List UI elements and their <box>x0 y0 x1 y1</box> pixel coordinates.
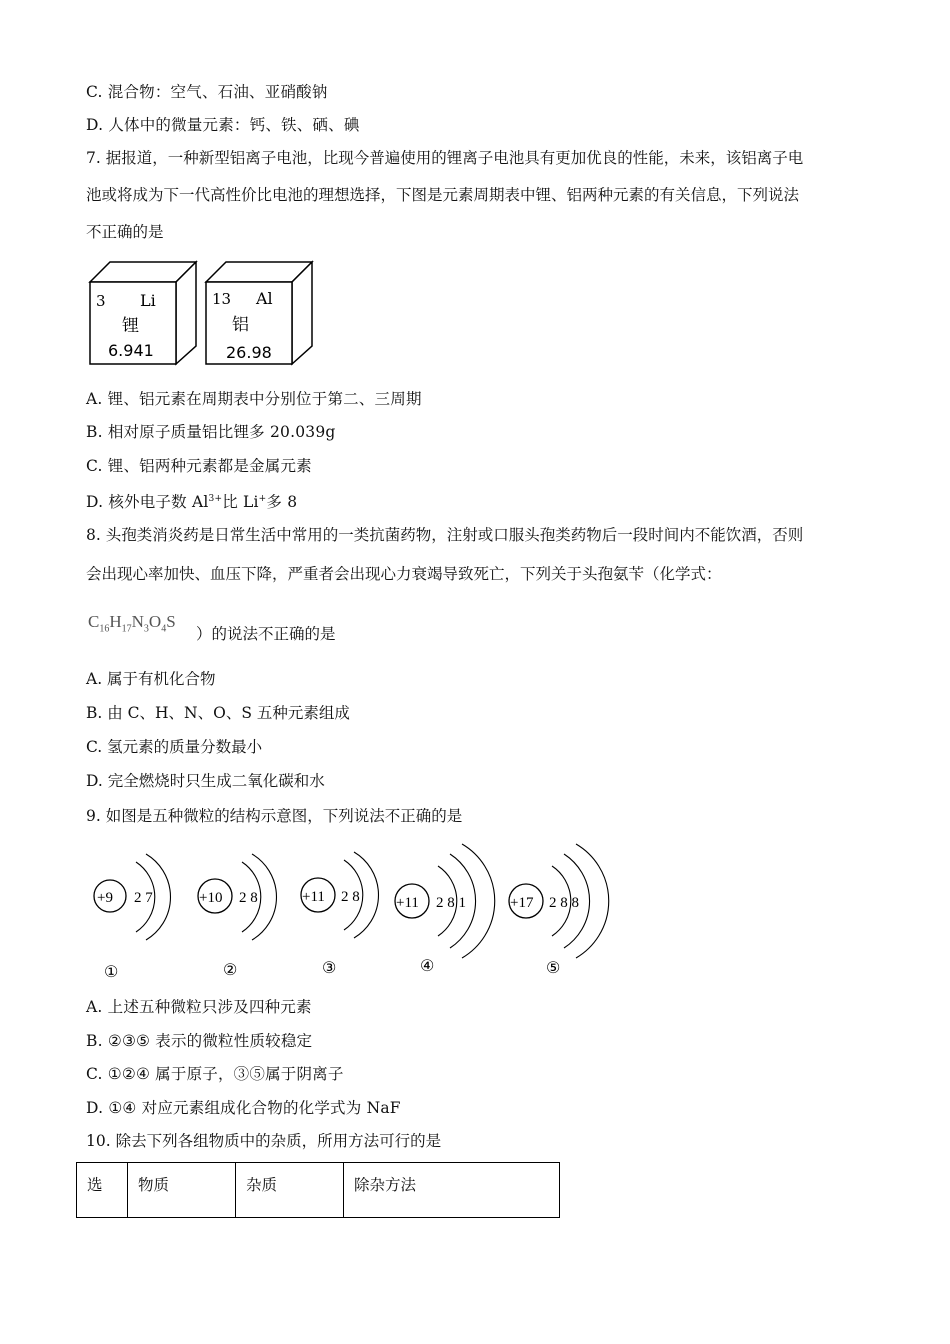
q8-option-a: A. 属于有机化合物 <box>86 670 216 688</box>
li-symbol: Li <box>140 291 156 310</box>
q7-stem-line3: 不正确的是 <box>86 223 164 241</box>
al-name: 铝 <box>232 315 249 335</box>
q9-option-d: D. ①④ 对应元素组成化合物的化学式为 NaF <box>86 1099 401 1117</box>
atom-diagram-5 <box>509 844 609 977</box>
atom-5-nucleus: +17 <box>510 895 534 911</box>
atom-3-label: ③ <box>322 960 337 977</box>
element-boxes-figure <box>88 258 328 370</box>
atom-diagram-4 <box>395 844 495 975</box>
atom-2-shells: 2 8 <box>239 890 258 906</box>
atom-4-label: ④ <box>420 958 435 975</box>
q10-stem: 10. 除去下列各组物质中的杂质，所用方法可行的是 <box>86 1132 442 1150</box>
q7-option-d: D. 核外电子数 $Al^{3+}$比 Li+多 8 <box>86 493 298 512</box>
q7-stem-line2: 池或将成为下一代高性价比电池的理想选择，下图是元素周期表中锂、铝两种元素的有关信息，下列说法 <box>86 186 800 204</box>
table-header-cell: 物质 <box>128 1163 236 1218</box>
q9-option-a: A. 上述五种微粒只涉及四种元素 <box>86 998 312 1016</box>
q8-stem-line3: ）的说法不正确的是 <box>196 625 336 643</box>
q8-option-b: B. 由 C、H、N、O、S 五种元素组成 <box>86 704 350 722</box>
table-header-cell: 杂质 <box>236 1163 344 1218</box>
atom-3-shells: 2 8 <box>341 889 360 905</box>
option-d-prev: D. 人体中的微量元素：钙、铁、硒、碘 <box>86 116 360 134</box>
option-c-prev: C. 混合物：空气、石油、亚硝酸钠 <box>86 83 328 101</box>
atom-2-nucleus: +10 <box>199 890 223 906</box>
atom-5-label: ⑤ <box>546 960 561 977</box>
q8-option-c: C. 氢元素的质量分数最小 <box>86 738 263 756</box>
q7-stem-line1: 7. 据报道，一种新型铝离子电池，比现今普遍使用的锂离子电池具有更加优良的性能，未来，该铝离子电 <box>86 149 804 167</box>
q7-option-c: C. 锂、铝两种元素都是金属元素 <box>86 457 312 475</box>
atom-diagram-2 <box>198 854 276 979</box>
q7-option-a: A. 锂、铝元素在周期表中分别位于第二、三周期 <box>86 390 422 408</box>
q8-stem-line2: 会出现心率加快、血压下降，严重者会出现心力衰竭导致死亡，下列关于头孢氨苄（化学式： <box>86 565 722 583</box>
al-mass: 26.98 <box>226 343 272 362</box>
q10-table <box>76 1162 560 1218</box>
cephalexin-formula: $C_{16}H_{17}N_3O_4S$ <box>88 612 176 635</box>
table-header-cell: 除杂方法 <box>344 1163 560 1218</box>
element-box-li <box>90 262 196 364</box>
atom-1-shells: 2 7 <box>134 890 153 906</box>
table-header-cell: 选 <box>77 1163 128 1218</box>
q8-option-d: D. 完全燃烧时只生成二氧化碳和水 <box>86 772 325 790</box>
q8-stem-line1: 8. 头孢类消炎药是日常生活中常用的一类抗菌药物，注射或口服头孢类药物后一段时间内不能饮酒，否则 <box>86 526 804 544</box>
atom-4-shells: 2 8 1 <box>436 895 466 911</box>
atom-diagram-1 <box>94 854 170 981</box>
atom-diagram-3 <box>301 852 378 977</box>
al-symbol: Al <box>256 289 273 308</box>
li-mass: 6.941 <box>108 341 154 360</box>
al-atomic-number: 13 <box>212 290 232 308</box>
q9-stem: 9. 如图是五种微粒的结构示意图，下列说法不正确的是 <box>86 807 463 825</box>
q9-option-c: C. ①②④ 属于原子，③⑤属于阴离子 <box>86 1065 344 1083</box>
atom-structure-figure <box>84 840 624 985</box>
li-atomic-number: 3 <box>96 292 106 310</box>
atom-1-label: ① <box>104 964 119 981</box>
atom-5-shells: 2 8 8 <box>549 895 579 911</box>
atom-1-nucleus: +9 <box>97 890 113 906</box>
table-header-row <box>77 1163 560 1218</box>
q7-option-b: B. 相对原子质量铝比锂多 20.039g <box>86 423 336 441</box>
atom-3-nucleus: +11 <box>302 889 325 905</box>
element-box-al <box>206 262 312 364</box>
atom-2-label: ② <box>223 962 238 979</box>
li-name: 锂 <box>122 316 139 336</box>
q9-option-b: B. ②③⑤ 表示的微粒性质较稳定 <box>86 1032 313 1050</box>
atom-4-nucleus: +11 <box>396 895 419 911</box>
